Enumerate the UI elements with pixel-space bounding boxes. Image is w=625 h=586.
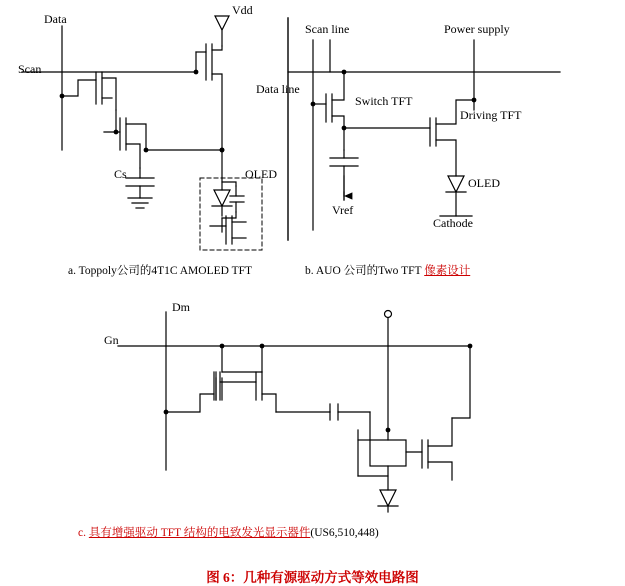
caption-c-prefix: c. — [78, 527, 89, 539]
label-vref: Vref — [332, 203, 354, 217]
label-driving-tft: Driving TFT — [460, 108, 522, 122]
figure-title: 图 6：几种有源驱动方式等效电路图 — [206, 570, 419, 585]
caption-a: a. Toppoly公司的4T1C AMOLED TFT — [68, 265, 253, 277]
label-data-line: Data line — [256, 82, 300, 96]
label-dm: Dm — [172, 300, 190, 314]
label-scan: Scan — [18, 62, 42, 76]
label-oled-a: OLED — [245, 167, 277, 181]
caption-c-link[interactable]: 具有增强驱动 TFT 结构的电致发光显示器件 — [88, 527, 311, 539]
label-scan-line: Scan line — [305, 22, 350, 36]
label-cs: Cs — [114, 167, 127, 181]
caption-b-text: b. AUO 公司的Two TFT — [305, 265, 425, 277]
caption-c-suffix: (US6,510,448) — [310, 527, 379, 539]
label-gn: Gn — [104, 333, 119, 347]
caption-b-link[interactable]: 像素设计 — [424, 265, 471, 277]
label-data: Data — [44, 12, 67, 26]
caption-b — [305, 262, 470, 278]
label-vdd: Vdd — [232, 3, 253, 17]
caption-c — [78, 524, 379, 540]
label-power-supply: Power supply — [444, 22, 510, 36]
label-switch-tft: Switch TFT — [355, 94, 413, 108]
label-cathode: Cathode — [433, 216, 473, 230]
label-oled-b: OLED — [468, 176, 500, 190]
